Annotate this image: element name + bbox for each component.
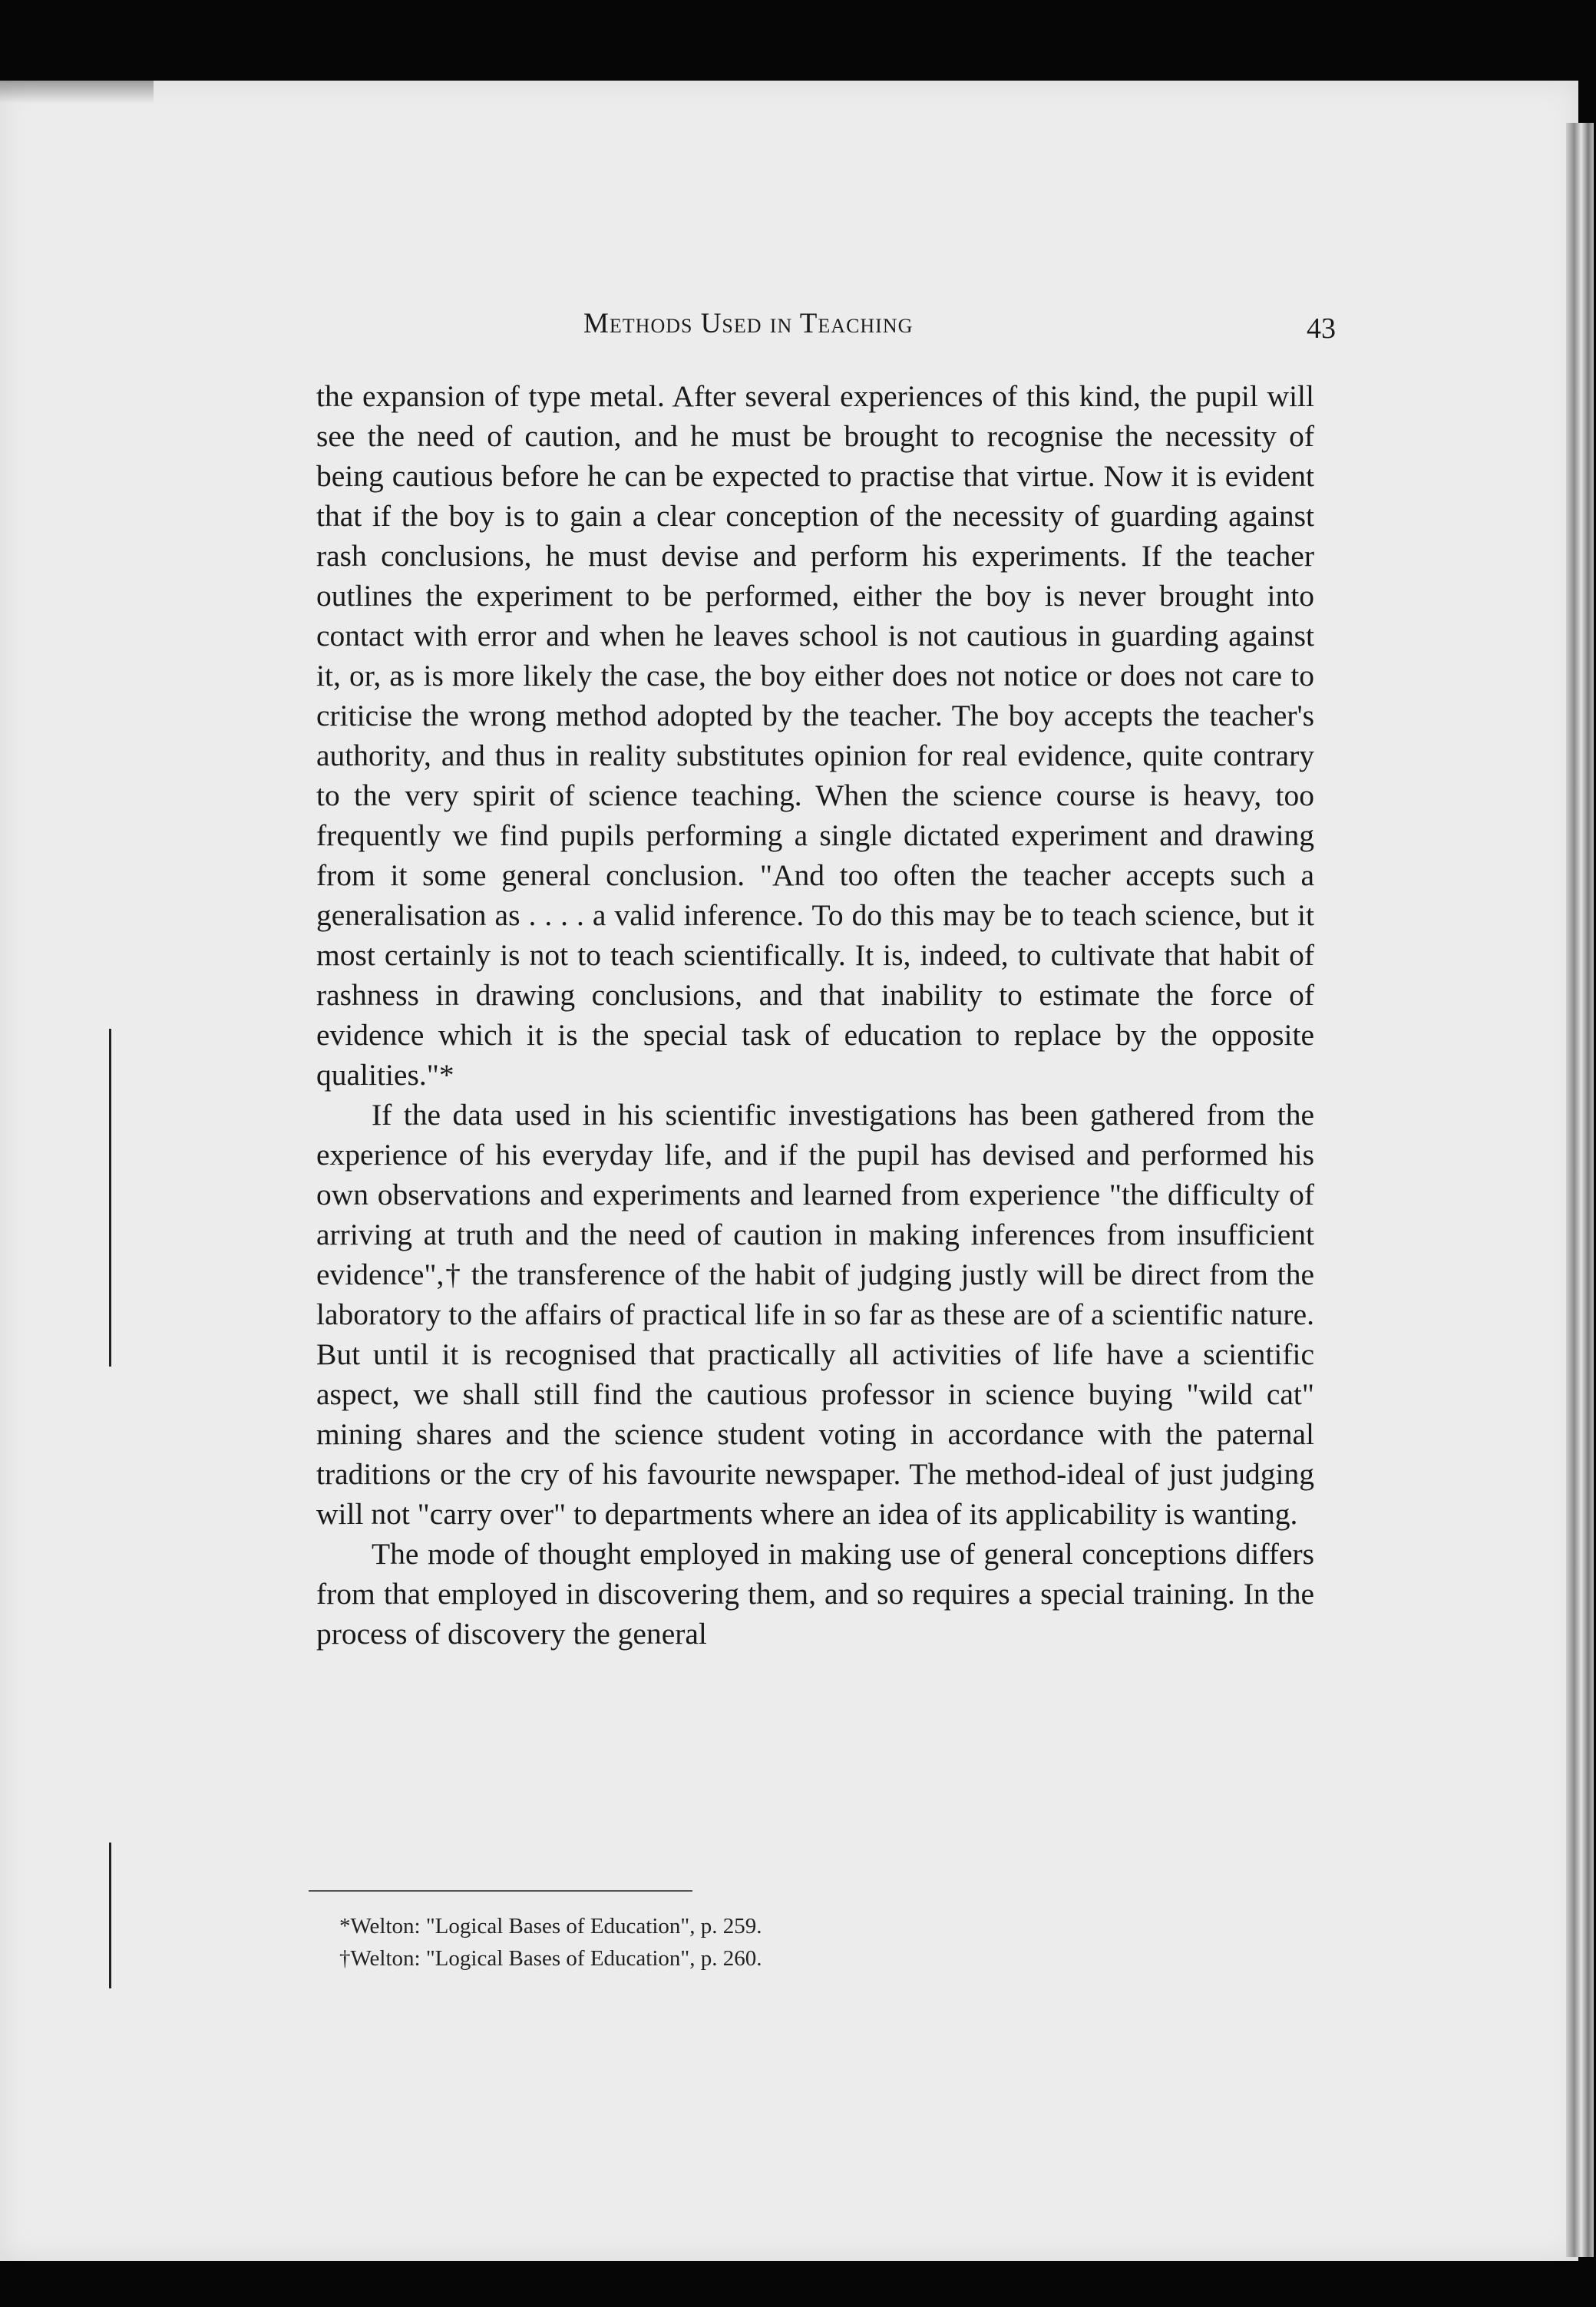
footnote: †Welton: "Logical Bases of Education", p. 260. xyxy=(339,1946,762,1971)
footnote: *Welton: "Logical Bases of Education", p. 259. xyxy=(339,1914,762,1938)
running-head: Methods Used in Teaching xyxy=(583,308,914,339)
page-edge xyxy=(1566,123,1594,2257)
paragraph: The mode of thought employed in making use of general conceptions differs from that employed in discovering them, and so requires a special training. In the process of discovery the general xyxy=(316,1537,1314,1651)
margin-mark xyxy=(109,1843,111,1988)
page-header xyxy=(583,307,1336,353)
margin-mark xyxy=(109,1029,111,1367)
footnote-rule xyxy=(309,1890,692,1892)
body-text xyxy=(316,376,1314,1654)
page-fold-shadow xyxy=(0,81,154,104)
paragraph: the expansion of type metal. After several experiences of this kind, the pupil will see the need of caution, and he must be brought to recognise the necessity of being cautious before he can be expected to practise that virtue. Now it is evident that if the boy is to gain a clear conception of the necessity of guarding against rash conclusions, he must devise and perform his experiments. If the teacher outlines the experiment to be performed, either the boy is never brought into contact with error and when he leaves school is not cautious in guarding against it, or, as is more likely the case, the boy either does not notice or does not care to criticise the wrong method adopted by the teacher. The boy accepts the teacher's authority, and thus in reality substitutes opinion for real evidence, quite contrary to the very spirit of science teaching. When the science course is heavy, too frequently we find pupils performing a single dictated experiment and drawing from it some general conclusion. "And too often the teacher accepts such a generalisation as . . . . a valid inference. To do this may be to teach science, but it most certainly is not to teach scientifically. It is, indeed, to cultivate that habit of rashness in drawing conclusions, and that inability to estimate the force of evidence which it is the special task of education to replace by the opposite qualities."* xyxy=(316,379,1314,1092)
page-number: 43 xyxy=(1307,312,1336,345)
paragraph: If the data used in his scientific investigations has been gathered from the experience of his everyday life, and if the pupil has devised and performed his own observations and experiments and learned from experience "the difficulty of arriving at truth and the need of caution in making inferences from insufficient evidence",† the transference of the habit of judging justly will be direct from the laboratory to the affairs of practical life in so far as these are of a scientific nature. But until it is recognised that practically all activities of life have a scientific aspect, we shall still find the cautious professor in science buying "wild cat" mining shares and the science student voting in accordance with the paternal traditions or the cry of his favourite newspaper. The method-ideal of just judging will not "carry over" to departments where an idea of its applicability is wanting. xyxy=(316,1098,1314,1531)
footnotes xyxy=(339,1910,1184,1975)
